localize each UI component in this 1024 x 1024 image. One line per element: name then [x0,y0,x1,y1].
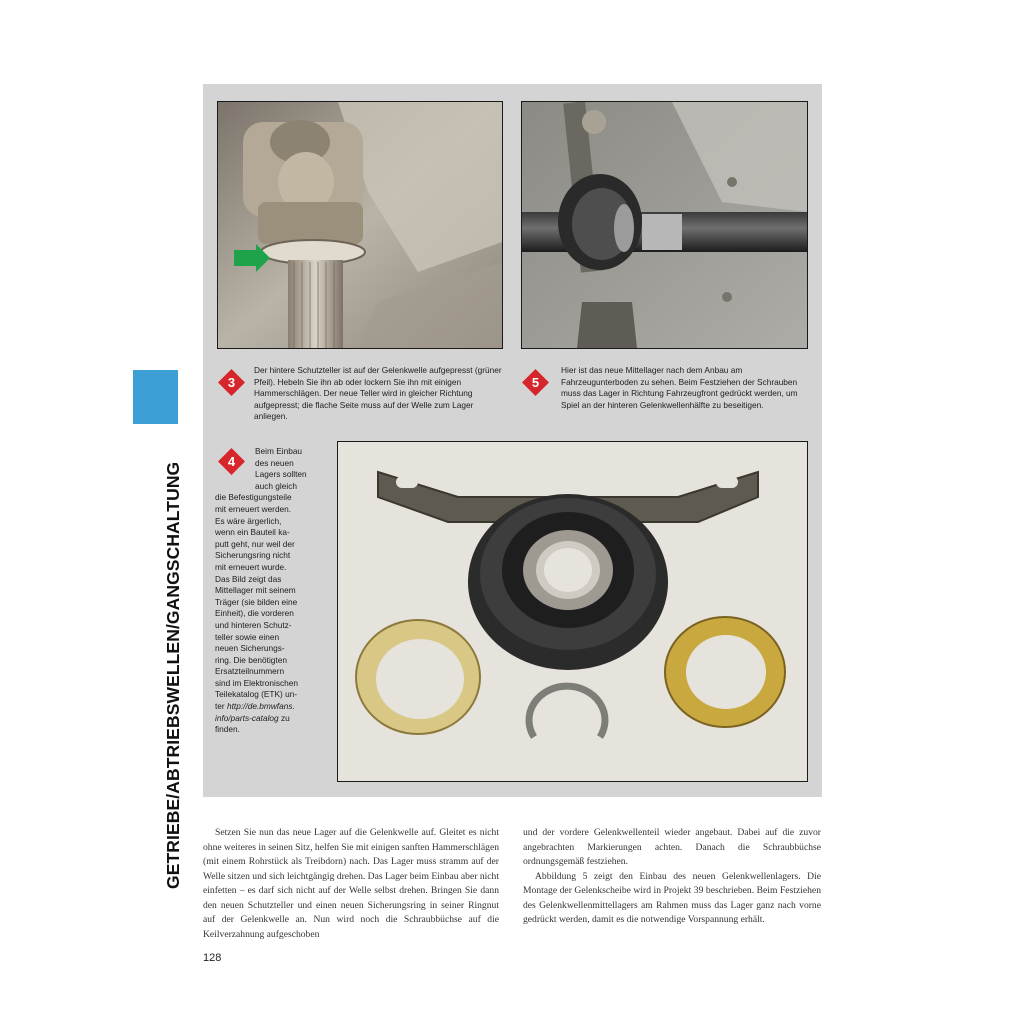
step-4-badge: 4 [218,448,245,475]
parts-catalog-link[interactable]: http://de.bmwfans. [227,701,295,712]
caption-step-5: Hier ist das neue Mittellager nach dem Anbau am Fahrzeugunterboden zu sehen. Beim Festziehen der Schrauben muss das Lager in Richtung Fahrzeugfront gedrückt werden, um Spiel an der hinteren Gelenkwellenhälfte zu beseitigen. [561,365,798,410]
body-column-right [523,826,821,928]
body-paragraph: Abbildung 5 zeigt den Einbau des neuen Gelenkwellenlagers. Die Montage der Gelenkscheibe wird in Projekt 39 beschrieben. Beim Festziehen des Gelenkwellenmittellagers am Rahmen muss das Lager ganz nach vorne gedrückt werden, damit es die notwendige Vorspannung erhält. [523,870,821,925]
caption-step-4: Beim Einbau des neuen Lagers sollten auch gleich die Befestigungsteile mit erneuert werden. Es wäre ärgerlich, wenn ein Bauteil ka- putt geht, nur weil der Sicherungsring nicht mit erneuert wurde. Das Bild zeigt das Mittellager mit seinem Träger (sie bilden eine Einheit), die vorderen und hinteren Schutz- teller sowie einen neuen Sicherungs- ring. Die benötigten Ersatzteilnummern sind im Elektronischen Teilekatalog (ETK) un- ter http://de.bmwfans. info/parts-catalog zu finden. [215,446,307,735]
photo-rear-shield [217,101,503,349]
parts-catalog-link-cont[interactable]: info/parts-catalog [215,712,279,723]
caption-step-3: Der hintere Schutzteller ist auf der Gelenkwelle aufgepresst (grüner Pfeil). Hebeln Sie ihn ab oder lockern Sie ihn mit einigen Hammerschlägen. Der neue Teller wird in gleicher Richtung aufgepresst; die flache Seite muss auf der Welle zum Lager anliegen. [254,365,502,422]
step-5-badge: 5 [522,369,549,396]
photo-bearing-parts [337,441,808,782]
photo-installed-bearing [521,101,808,349]
step-3-badge: 3 [218,369,245,396]
body-column-left: Setzen Sie nun das neue Lager auf die Gelenkwelle auf. Gleitet es nicht ohne weiteres in seinen Sitz, helfen Sie mit einigen sanften Hammerschlägen (mit einem Rohrstück als Treibdorn) nach. Das Lager muss stramm auf der Welle sitzen und sich leichtgängig drehen. Das Lager beim Einbau aber nicht einfetten – es darf sich nicht auf der Welle selbst drehen. Bringen Sie dann den neuen Schutzteller und einen neuen Sicherungsring in seiner Ringnut auf der Gelenkwelle an. Nun wird noch die Schraubbüchse auf die Keilverzahnung aufgeschoben [203,827,499,940]
section-tab [133,370,178,424]
section-title: GETRIEBE/ABTRIEBSWELLEN/GANGSCHALTUNG [163,461,183,889]
page-number: 128 [203,952,222,964]
body-paragraph: und der vordere Gelenkwellenteil wieder angebaut. Dabei auf die zuvor angebrachten Markierungen achten. Danach die Schraubbüchse ordnungsgemäß festziehen. [523,827,821,867]
